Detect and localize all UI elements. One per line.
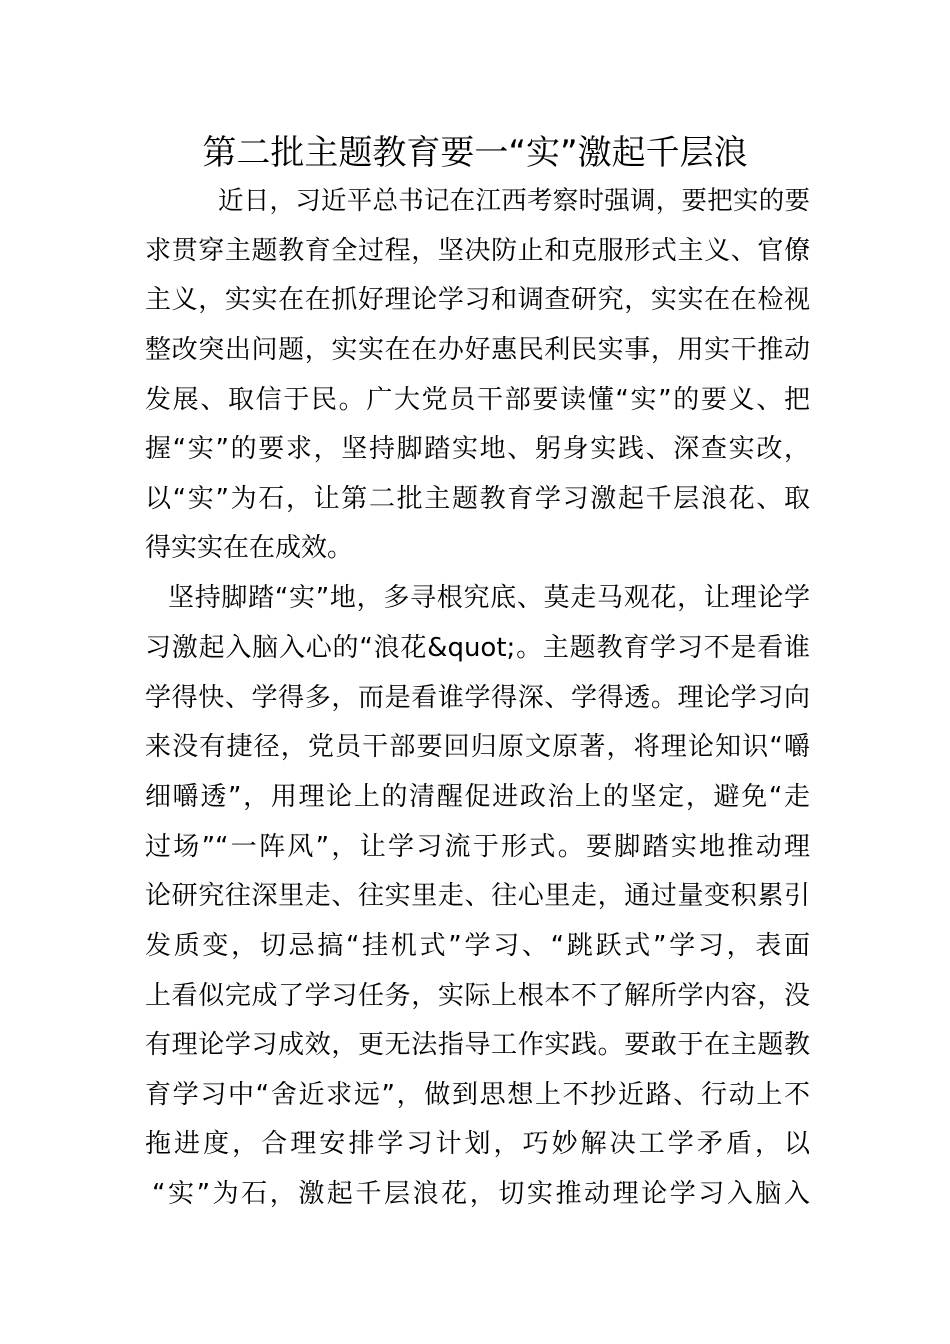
paragraph-line: 论研究往深里走、往实里走、往心里走，通过量变积累引: [145, 881, 810, 911]
document-title: 第二批主题教育要一“实”激起千层浪: [202, 133, 748, 173]
paragraph-line: 以“实”为石，让第二批主题教育学习激起千层浪花、取: [145, 484, 810, 514]
paragraph-line: 习激起入脑入心的“浪花&quot;。主题教育学习不是看谁: [145, 633, 810, 663]
paragraph-line: 过场”“一阵风”，让学习流于形式。要脚踏实地推动理: [145, 832, 810, 862]
paragraph-line: 上看似完成了学习任务，实际上根本不了解所学内容，没: [145, 981, 810, 1011]
paragraph-line: 拖进度，合理安排学习计划，巧妙解决工学矛盾，以: [145, 1129, 810, 1159]
paragraph-line: 主义，实实在在抓好理论学习和调查研究，实实在在检视: [145, 285, 810, 315]
paragraph-line: 整改突出问题，实实在在办好惠民利民实事，用实干推动: [145, 335, 810, 365]
paragraph-line: 近日，习近平总书记在江西考察时强调，要把实的要: [218, 186, 810, 216]
paragraph-line: 学得快、学得多，而是看谁学得深、学得透。理论学习向: [145, 683, 810, 713]
paragraph-line: 细嚼透”，用理论上的清醒促进政治上的坚定，避免“走: [145, 782, 810, 812]
paragraph-line: “实”为石，激起千层浪花，切实推动理论学习入脑入: [152, 1179, 810, 1209]
paragraph-line: 坚持脚踏“实”地，多寻根究底、莫走马观花，让理论学: [168, 583, 810, 613]
paragraph-line: 发质变，切忌搞“挂机式”学习、“跳跃式”学习，表面: [145, 931, 810, 961]
paragraph-line: 求贯穿主题教育全过程，坚决防止和克服形式主义、官僚: [145, 236, 810, 266]
paragraph-line: 育学习中“舍近求远”，做到思想上不抄近路、行动上不: [145, 1080, 810, 1110]
paragraph-line: 发展、取信于民。广大党员干部要读懂“实”的要义、把: [145, 385, 810, 415]
paragraph-line: 来没有捷径，党员干部要回归原文原著，将理论知识“嚼: [145, 732, 810, 762]
paragraph-line: 得实实在在成效。: [145, 533, 354, 563]
paragraph-line: 有理论学习成效，更无法指导工作实践。要敢于在主题教: [145, 1030, 810, 1060]
paragraph-line: 握“实”的要求，坚持脚踏实地、躬身实践、深查实改，: [145, 434, 810, 464]
